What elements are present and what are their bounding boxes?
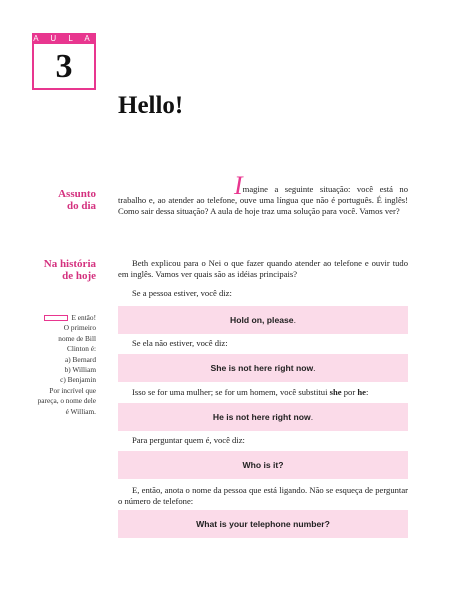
section-label-assunto (20, 188, 96, 212)
phrase-1-end: . (293, 315, 296, 325)
side-note-line-8: Por incrível que (49, 385, 96, 395)
phrase-bar-4 (118, 451, 408, 479)
section-label-assunto-line2: do dia (66, 200, 96, 212)
paragraph-3-part1: Isso se for uma mulher; se for um homem, você substitui (132, 387, 330, 397)
story-text: Beth explicou para o Nei o que fazer quando atender ao telefone e ouvir tudo em inglês. Vamos ver quais são as idéias principais? (118, 258, 408, 280)
side-note (18, 313, 96, 417)
side-note-line-1: E então! (18, 313, 96, 323)
phrase-bar-3 (118, 403, 408, 431)
side-note-line-6: b) William (64, 365, 96, 375)
story-paragraph (118, 258, 408, 280)
side-note-line-10: é William. (65, 406, 96, 416)
phrase-bar-1 (118, 306, 408, 334)
paragraph-5 (118, 485, 408, 507)
phrase-3-text: He is not here right now (212, 412, 311, 422)
intro-paragraph (118, 171, 408, 218)
section-label-assunto-line1: Assunto (58, 188, 96, 200)
section-label-historia-line1: Na história (43, 258, 96, 270)
side-note-line-2: O primeiro (63, 323, 96, 333)
phrase-2-end: . (313, 363, 316, 373)
paragraph-3-part2: por (341, 387, 358, 397)
paragraph-3 (132, 387, 368, 398)
phrase-1-text: Hold on, please (230, 315, 294, 325)
phrase-bar-5 (118, 510, 408, 538)
phrase-5-text: What is your telephone number? (196, 519, 330, 529)
paragraph-5-text: E, então, anota o nome da pessoa que está ligando. Não se esqueça de perguntar o número de telefone: (118, 485, 408, 507)
side-note-line-3: nome de Bill (58, 333, 96, 343)
lesson-number: 3 (32, 44, 96, 90)
word-she: she (329, 387, 342, 397)
paragraph-2: Se ela não estiver, você diz: (132, 338, 228, 348)
paragraph-3-part3: : (365, 387, 369, 397)
phrase-bar-2 (118, 354, 408, 382)
side-note-line-5: a) Bernard (65, 354, 96, 364)
word-he: he (357, 387, 366, 397)
section-label-historia (20, 258, 96, 282)
paragraph-1: Se a pessoa estiver, você diz: (132, 288, 232, 298)
phrase-2-text: She is not here right now (210, 363, 314, 373)
dropcap: I (234, 171, 243, 200)
side-note-line-7: c) Benjamin (60, 375, 96, 385)
page-title: Hello! (118, 92, 184, 119)
phrase-3-end: . (310, 412, 314, 422)
aula-label: A U L A (33, 34, 95, 43)
side-note-line-9: pareça, o nome dele (37, 396, 96, 406)
paragraph-4: Para perguntar quem é, você diz: (132, 435, 245, 445)
phrase-4-text: Who is it? (242, 460, 284, 470)
note-marker-icon (44, 315, 68, 321)
side-note-line-4: Clinton é: (67, 344, 96, 354)
section-label-historia-line2: de hoje (62, 270, 96, 282)
intro-text: magine a seguinte situação: você está no trabalho e, ao atender ao telefone, ouve uma língua que não é português. É inglês! Como sair dessa situação? A aula de hoje traz uma solução para você. Vamos ver? (118, 184, 408, 217)
